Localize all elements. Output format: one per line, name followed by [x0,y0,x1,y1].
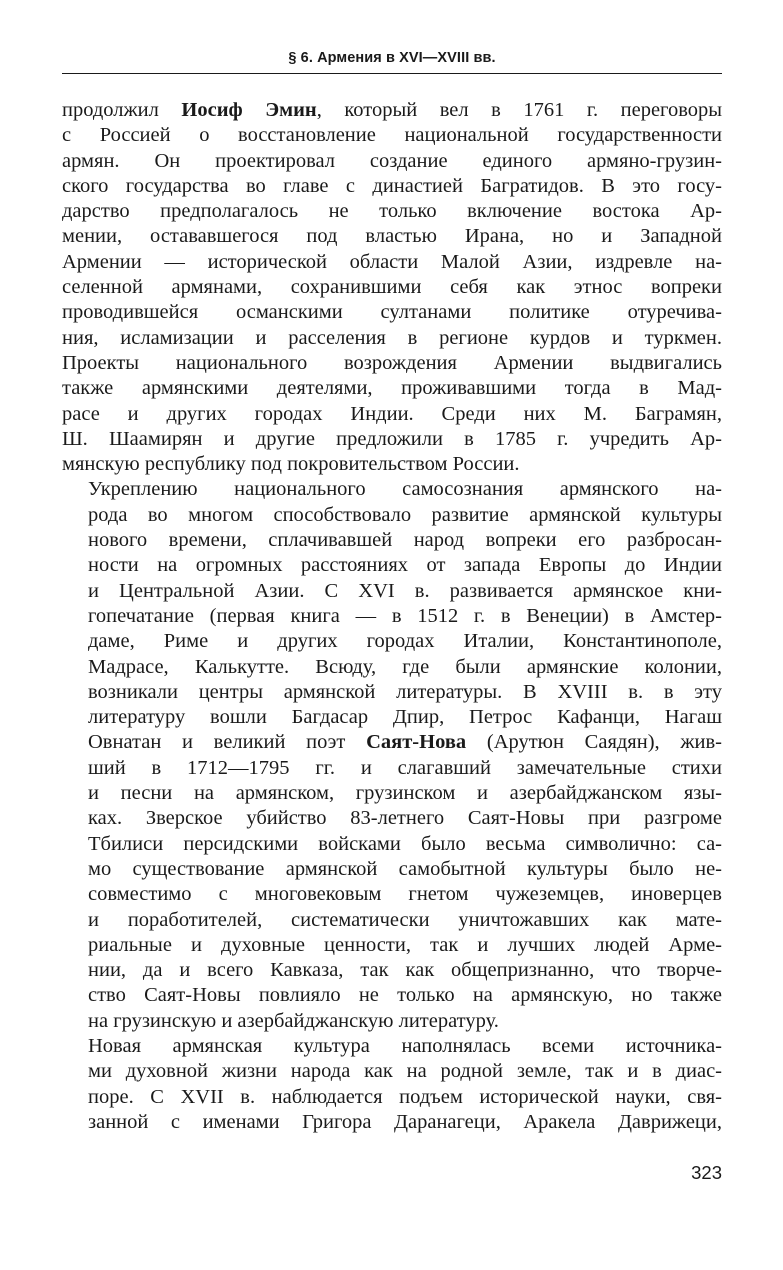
text-line: поре. С XVII в. наблюдается подъем исторической науки, свя- [88,1085,722,1108]
text-line: Армении — исторической области Малой Азии, издревле на- [62,250,722,273]
text-line: ния, исламизации и расселения в регионе курдов и туркмен. [62,326,722,349]
text-line: занной с именами Григора Даранагеци, Аракела Даврижеци, [88,1110,722,1133]
text-line: на грузинскую и азербайджанскую литературу. [88,1009,499,1032]
running-header: § 6. Армения в XVI—XVIII вв. [288,50,496,66]
text-line: продолжил Иосиф Эмин, который вел в 1761 г. переговоры [62,99,723,121]
text-line: расе и других городах Индии. Среди них М. Баграмян, [62,402,722,425]
text-line: ми духовной жизни народа как на родной земле, так и в диас- [88,1060,722,1083]
text-line: ности на огромных расстояниях от запада Европы до Индии [88,554,722,577]
text-line: армян. Он проектировал создание единого армяно-грузин- [62,149,722,172]
text-line: и песни на армянском, грузинском и азербайджанском язы- [88,782,722,805]
text-line: Укреплению национального самосознания армянского на- [88,478,722,501]
text-line: проводившейся османскими султанами политике отуречива- [62,301,722,324]
text-line: Новая армянская культура наполнялась всеми источника- [88,1034,722,1057]
text-line: ство Саят-Новы повлияло не только на армянскую, но также [88,984,722,1007]
text-line: литературу вошли Багдасар Дпир, Петрос Кафанци, Нагаш [88,706,722,729]
text-line: мо существование армянской самобытной культуры было не- [88,857,722,880]
page-number: 323 [691,1162,722,1183]
text-line: с Россией о восстановление национальной государственности [62,124,722,147]
text-line: нии, да и всего Кавказа, так как общепризнанно, что творче- [88,959,722,982]
text-line: Мадрасе, Калькутте. Всюду, где были армянские колонии, [88,655,722,678]
text-line: нового времени, сплачивавшей народ вопреки его разбросан- [88,529,722,552]
text-line: даме, Риме и других городах Италии, Константинополе, [88,630,722,653]
text-line: риальные и духовные ценности, так и лучших людей Арме- [88,933,722,956]
text-line: Овнатан и великий поэт Саят-Нова (Арутюн Саядян), жив- [88,731,723,754]
bold-term: Саят-Нова [366,731,467,754]
text-line: селенной армянами, сохранившими себя как этнос вопреки [62,276,722,299]
text-line: и Центральной Азии. С XVI в. развивается армянское кни- [88,579,722,602]
body-text [62,98,722,1135]
text-line: ского государства во главе с династией Багратидов. В это госу- [62,174,722,197]
text-line: также армянскими деятелями, проживавшими тогда в Мад- [62,377,722,400]
text-line: мянскую республику под покровительством России. [62,453,520,476]
text-line: Ш. Шаамирян и другие предложили в 1785 г. учредить Ар- [62,427,722,450]
text-line: Тбилиси персидскими войсками было весьма символично: са- [88,832,722,855]
bold-term: Иосиф Эмин [181,99,317,121]
paragraph-1 [62,98,722,477]
text-line: ший в 1712—1795 гг. и слагавший замечательные стихи [88,756,722,779]
text-line: дарство предполагалось не только включение востока Ар- [62,200,722,223]
paragraph-2 [62,477,722,1034]
text-line: гопечатание (первая книга — в 1512 г. в Венеции) в Амстер- [88,604,722,627]
header-rule [62,73,722,74]
text-line: Проекты национального возрождения Армении выдвигались [62,351,722,374]
text-line: мении, остававшегося под властью Ирана, но и Западной [62,225,722,248]
paragraph-3 [62,1034,722,1135]
text-line: совместимо с многовековым гнетом чужеземцев, иноверцев [88,883,722,906]
text-line: рода во многом способствовало развитие армянской культуры [88,503,722,526]
text-line: ках. Зверское убийство 83-летнего Саят-Новы при разгроме [88,807,722,830]
text-line: и поработителей, систематически уничтожавших как мате- [88,908,722,931]
text-line: возникали центры армянской литературы. В XVIII в. в эту [88,680,722,703]
